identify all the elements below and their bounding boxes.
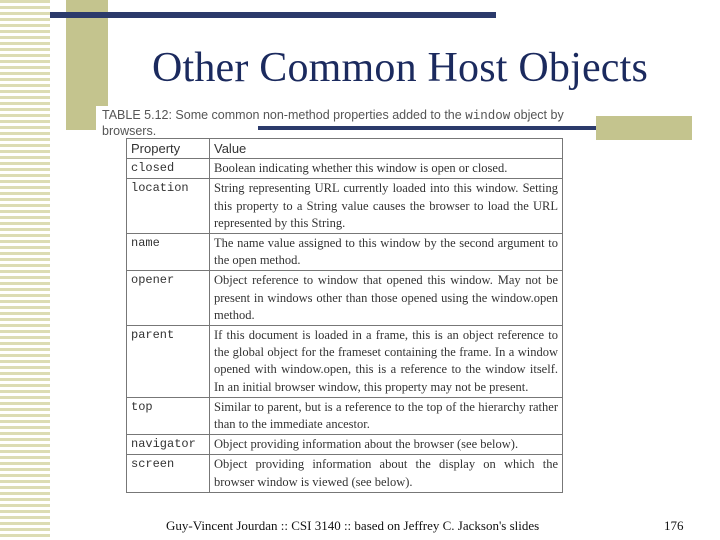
table-row xyxy=(127,397,563,434)
header-value: Value xyxy=(210,139,563,159)
table-row xyxy=(127,455,563,492)
property-cell: name xyxy=(127,234,210,271)
value-cell: Similar to parent, but is a reference to the top of the hierarchy rather than to the immediate ancestor. xyxy=(210,397,563,434)
decorative-olive-bar xyxy=(596,116,692,140)
table-row xyxy=(127,326,563,398)
table-row xyxy=(127,159,563,179)
property-cell: closed xyxy=(127,159,210,179)
table-row xyxy=(127,179,563,234)
caption-label: TABLE 5.12: xyxy=(102,108,172,122)
caption-code: window xyxy=(465,109,511,123)
value-cell: String representing URL currently loaded into this window. Setting this property to a String value causes the browser to load the URL represented by this String. xyxy=(210,179,563,234)
value-cell: If this document is loaded in a frame, this is an object reference to the global object for the frameset containing the frame. In a window opened with window.open, this is a reference to the window itself. In an initial browser window, this property may not be present. xyxy=(210,326,563,398)
property-cell: top xyxy=(127,397,210,434)
title-rule-top xyxy=(50,12,496,18)
value-cell: Object reference to window that opened this window. May not be present in windows other than those opened using the window.open method. xyxy=(210,271,563,326)
table-row xyxy=(127,435,563,455)
value-cell: Object providing information about the browser (see below). xyxy=(210,435,563,455)
table-header-row xyxy=(127,139,563,159)
property-cell: parent xyxy=(127,326,210,398)
header-property: Property xyxy=(127,139,210,159)
slide-title: Other Common Host Objects xyxy=(151,45,649,91)
caption-text-pre: Some common non-method properties added to the xyxy=(171,108,466,122)
table-row xyxy=(127,234,563,271)
properties-table xyxy=(126,138,563,493)
property-cell: screen xyxy=(127,455,210,492)
value-cell: Object providing information about the display on which the browser window is viewed (see below). xyxy=(210,455,563,492)
property-cell: location xyxy=(127,179,210,234)
value-cell: The name value assigned to this window by the second argument to the open method. xyxy=(210,234,563,271)
table-caption xyxy=(102,108,594,139)
value-cell: Boolean indicating whether this window is open or closed. xyxy=(210,159,563,179)
caption-text-post: object by browsers. xyxy=(102,108,564,138)
property-cell: opener xyxy=(127,271,210,326)
page-number: 176 xyxy=(664,518,684,533)
table-image xyxy=(96,106,596,511)
table-row xyxy=(127,271,563,326)
footer-credit: Guy-Vincent Jourdan :: CSI 3140 :: based on Jeffrey C. Jackson's slides xyxy=(166,518,540,533)
property-cell: navigator xyxy=(127,435,210,455)
